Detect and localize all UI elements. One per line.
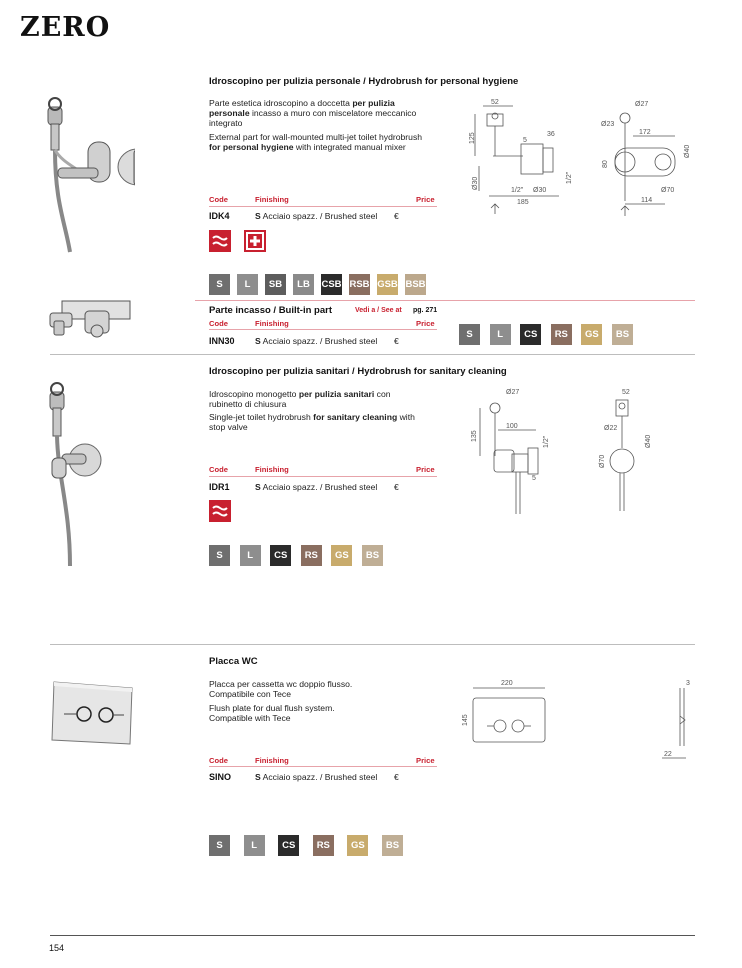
finish-swatch-bs: BS (382, 835, 403, 856)
finish-idk4: S Acciaio spazz. / Brushed steel (255, 211, 378, 221)
product-desc-it-idk4: Parte estetica idroscopino a doccetta per pulizia personale incasso a muro con miscelatore meccanico integrato (209, 98, 417, 128)
price-value-sino: € (394, 772, 399, 782)
svg-text:52: 52 (491, 99, 499, 106)
price-label: Price (416, 756, 435, 765)
technical-drawing-sino-side (660, 676, 700, 762)
svg-text:Ø30: Ø30 (472, 176, 479, 190)
svg-text:Ø70: Ø70 (661, 187, 675, 194)
product-image-idk4 (40, 92, 135, 257)
see-at-label: Vedi a / See at (355, 307, 402, 314)
divider (209, 206, 437, 207)
svg-text:Ø23: Ø23 (601, 121, 615, 128)
finish-swatch-s: S (459, 324, 480, 345)
finish-swatch-rs: RS (301, 545, 322, 566)
price-label: Price (416, 465, 435, 474)
finish-swatch-s: S (209, 835, 230, 856)
water-waves-icon (209, 500, 231, 522)
svg-text:135: 135 (471, 430, 478, 442)
svg-text:5: 5 (532, 475, 536, 482)
finish-swatch-csb: CSB (321, 274, 342, 295)
finish-swatch-lb: LB (293, 274, 314, 295)
section-divider (50, 354, 695, 355)
divider (209, 476, 437, 477)
finish-swatch-bs: BS (612, 324, 633, 345)
product-desc-it-sino: Placca per cassetta wc doppio flusso. Compatibile con Tece (209, 679, 353, 699)
finish-swatch-gs: GS (347, 835, 368, 856)
finish-swatch-gs: GS (331, 545, 352, 566)
svg-text:Ø30: Ø30 (533, 187, 547, 194)
svg-text:Ø70: Ø70 (599, 454, 606, 468)
svg-text:1/2": 1/2" (566, 171, 573, 184)
product-title-inn30: Parte incasso / Built-in part (209, 305, 332, 316)
section-divider (195, 300, 695, 301)
product-code-idr1: IDR1 (209, 482, 230, 492)
svg-text:36: 36 (547, 131, 555, 138)
svg-text:125: 125 (469, 132, 476, 144)
code-label: Code (209, 756, 228, 765)
svg-text:3: 3 (686, 680, 690, 687)
product-title-idk4: Idroscopino per pulizia personale / Hydrobrush for personal hygiene (209, 76, 519, 87)
finish-swatch-gsb: GSB (377, 274, 398, 295)
footer-divider (50, 935, 695, 936)
finish-sino: S Acciaio spazz. / Brushed steel (255, 772, 378, 782)
finish-swatch-s: S (209, 274, 230, 295)
code-label: Code (209, 319, 228, 328)
brand-logo: ZERO (20, 12, 111, 43)
product-code-inn30: INN30 (209, 336, 235, 346)
divider (209, 766, 437, 767)
svg-text:185: 185 (517, 199, 529, 206)
finish-idr1: S Acciaio spazz. / Brushed steel (255, 482, 378, 492)
svg-text:5: 5 (523, 137, 527, 144)
finish-swatch-cs: CS (278, 835, 299, 856)
svg-text:52: 52 (622, 389, 630, 396)
product-title-idr1: Idroscopino per pulizia sanitari / Hydrobrush for sanitary cleaning (209, 366, 507, 377)
product-code-sino: SINO (209, 772, 232, 782)
divider (209, 329, 437, 330)
finishing-label: Finishing (255, 195, 289, 204)
svg-text:80: 80 (602, 160, 609, 168)
price-label: Price (416, 319, 435, 328)
product-desc-en-idk4: External part for wall-mounted multi-jet toilet hydrobrush for personal hygiene with integrated manual mixer (209, 132, 423, 152)
finish-inn30: S Acciaio spazz. / Brushed steel (255, 336, 378, 346)
svg-text:100: 100 (506, 423, 518, 430)
finish-swatch-s: S (209, 545, 230, 566)
finish-swatch-rs: RS (551, 324, 572, 345)
svg-text:Ø27: Ø27 (506, 389, 520, 396)
product-image-sino (50, 676, 136, 748)
code-label: Code (209, 465, 228, 474)
finish-swatch-l: L (490, 324, 511, 345)
svg-text:114: 114 (641, 197, 653, 204)
svg-text:1/2": 1/2" (543, 435, 550, 448)
product-code-idk4: IDK4 (209, 211, 230, 221)
finish-swatch-l: L (244, 835, 265, 856)
page-number: 154 (49, 943, 65, 953)
svg-text:Ø22: Ø22 (604, 425, 618, 432)
finishing-label: Finishing (255, 465, 289, 474)
svg-text:220: 220 (501, 680, 513, 687)
technical-drawing-sino-front (455, 676, 555, 746)
finish-swatch-bs: BS (362, 545, 383, 566)
svg-text:Ø40: Ø40 (645, 434, 652, 448)
water-waves-icon (209, 230, 231, 252)
finish-swatch-gs: GS (581, 324, 602, 345)
see-at-page-link[interactable]: pg. 271 (413, 307, 438, 314)
technical-drawing-idr1-side (590, 386, 660, 516)
svg-text:1/2": 1/2" (511, 187, 524, 194)
finish-swatch-sb: SB (265, 274, 286, 295)
svg-text:Ø40: Ø40 (684, 144, 691, 158)
technical-drawing-idk4-front (463, 96, 583, 218)
technical-drawing-idr1-front (466, 386, 566, 516)
price-value-idr1: € (394, 482, 399, 492)
finishing-label: Finishing (255, 756, 289, 765)
finishing-label: Finishing (255, 319, 289, 328)
finish-swatch-cs: CS (270, 545, 291, 566)
svg-text:145: 145 (462, 714, 469, 726)
swiss-cross-icon (244, 230, 266, 252)
product-image-inn30 (40, 293, 135, 341)
svg-text:22: 22 (664, 751, 672, 758)
price-value-idk4: € (394, 211, 399, 221)
product-desc-en-sino: Flush plate for dual flush system. Compatible with Tece (209, 703, 335, 723)
finish-swatch-cs: CS (520, 324, 541, 345)
finish-swatch-rs: RS (313, 835, 334, 856)
technical-drawing-idk4-side (595, 96, 695, 218)
code-label: Code (209, 195, 228, 204)
svg-text:172: 172 (639, 129, 651, 136)
finish-swatch-rsb: RSB (349, 274, 370, 295)
price-value-inn30: € (394, 336, 399, 346)
section-divider (50, 644, 695, 645)
finish-swatch-bsb: BSB (405, 274, 426, 295)
product-desc-en-idr1: Single-jet toilet hydrobrush for sanitary cleaning with stop valve (209, 412, 415, 432)
product-desc-it-idr1: Idroscopino monogetto per pulizia sanitari con rubinetto di chiusura (209, 389, 391, 409)
price-label: Price (416, 195, 435, 204)
svg-text:Ø27: Ø27 (635, 101, 649, 108)
product-image-idr1 (40, 378, 125, 570)
finish-swatch-l: L (237, 274, 258, 295)
finish-swatch-l: L (240, 545, 261, 566)
product-title-sino: Placca WC (209, 656, 258, 667)
